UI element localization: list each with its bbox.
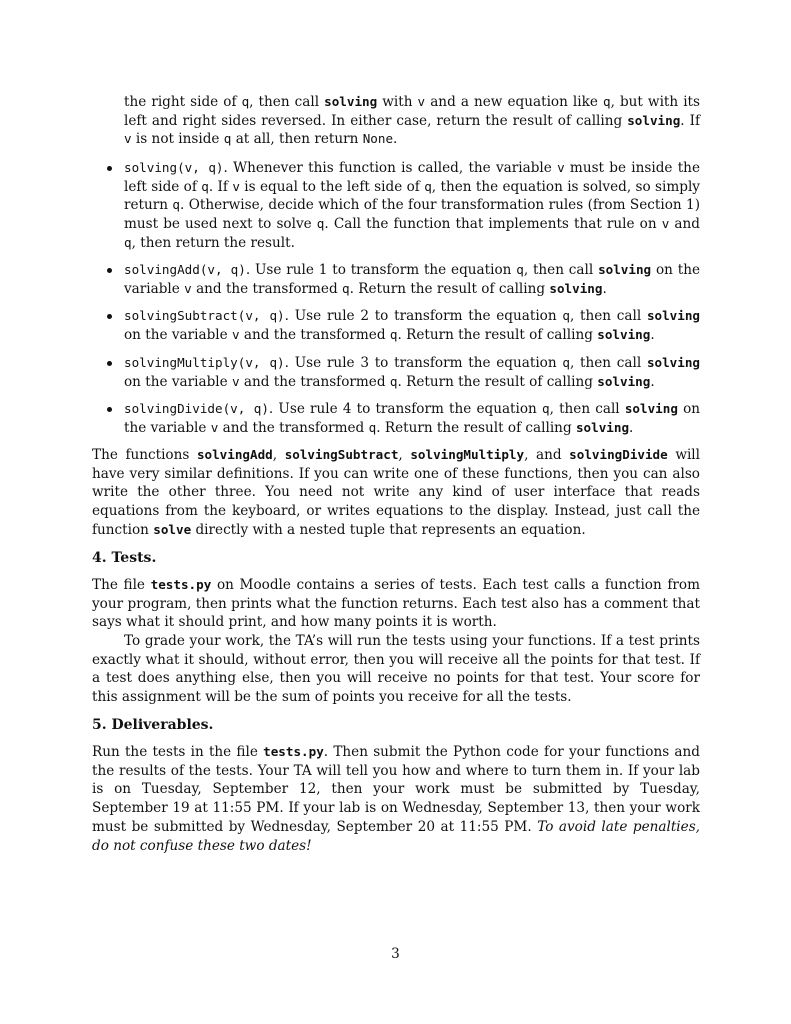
code-q: q: [124, 234, 132, 250]
code-solving: solving: [597, 373, 651, 389]
deliverables-paragraph: [92, 743, 700, 855]
text: The functions: [92, 447, 197, 463]
signature-solving-multiply: solvingMultiply(v, q): [124, 355, 285, 370]
bullet-dot: [107, 407, 112, 412]
text: . If: [680, 112, 701, 129]
code-solving: solving: [646, 355, 701, 370]
code-solving: solving: [549, 280, 603, 296]
code-v: v: [124, 131, 132, 147]
code-q: q: [602, 94, 611, 109]
code-q: q: [562, 355, 570, 370]
code-q: q: [368, 419, 377, 435]
code-q: q: [516, 262, 524, 277]
text: . Return the result of calling: [349, 280, 550, 297]
bullet-solving-subtract: [124, 307, 700, 344]
text: ,: [398, 447, 411, 463]
bullet-solving-add: [124, 261, 700, 298]
code-q: q: [389, 326, 398, 342]
code-solving: solving: [598, 262, 652, 277]
signature-solving-subtract: solvingSubtract(v, q): [124, 308, 285, 323]
code-solving-multiply: solvingMultiply: [410, 447, 525, 462]
text: , and: [524, 447, 570, 463]
tests-paragraph-2: To grade your work, the TA’s will run the tests using your functions. If a test prints exactly what it should, without error, then you will receive all the points for that test. If a test does anything else, then you will receive no points for that test. Your score for this assignment will be the sum of points you receive for all the tests.: [92, 633, 700, 706]
text: .: [602, 280, 607, 297]
text: , but with its left and right sides reversed. In either case, return the result of calling: [124, 94, 700, 129]
code-solve: solve: [153, 521, 192, 537]
bullet-solving-multiply: [124, 354, 700, 391]
text: the right side of: [124, 94, 242, 110]
heading-deliverables: 5. Deliverables.: [92, 717, 214, 733]
text: and a new equation like: [425, 94, 603, 110]
code-solving: solving: [624, 401, 678, 416]
text: . Use rule 2 to transform the equation: [284, 308, 563, 324]
text: . Whenever this function is called, the variable: [223, 160, 558, 176]
signature-solving-add: solvingAdd(v, q): [124, 262, 246, 277]
text: is not inside: [131, 131, 224, 148]
code-q: q: [241, 94, 250, 109]
page-number: 3: [391, 946, 400, 962]
text: . Return the result of calling: [397, 326, 598, 343]
text: on the variable: [124, 401, 701, 436]
text: , then the equation is solved, so simply return: [124, 178, 700, 214]
text: .: [629, 419, 634, 436]
code-solving-divide: solvingDivide: [569, 447, 668, 462]
code-q: q: [541, 401, 550, 416]
bullet-solving-divide: [124, 400, 700, 437]
code-q: q: [172, 197, 181, 213]
code-q: q: [424, 178, 432, 194]
text: , then call: [569, 355, 647, 371]
text: . Then submit the Python code for your functions and the results of the tests. Your TA will tell you how and where to turn them in. If your lab is on Tuesday, September 12, then your work must be submitted by Tuesday, September 19 at 11:55: [92, 744, 700, 817]
code-v: v: [210, 419, 219, 435]
code-v: v: [184, 280, 192, 296]
text: . Return the result of calling: [397, 373, 598, 390]
bullet-dot: [107, 268, 112, 273]
text: on the variable: [124, 373, 232, 390]
code-solving-subtract: solvingSubtract: [284, 447, 399, 462]
text: and the transformed: [239, 373, 390, 390]
text: .: [393, 131, 398, 148]
code-solving: solving: [627, 112, 681, 128]
text: and: [669, 216, 700, 233]
text: . Use rule 1 to transform the equation: [245, 262, 517, 278]
text: .: [527, 818, 538, 835]
summary-paragraph: [92, 446, 700, 540]
signature-solving-divide: solvingDivide(v, q): [124, 401, 269, 416]
code-v: v: [417, 94, 426, 109]
code-tests-py: tests.py: [263, 744, 324, 759]
text: . Return the result of calling: [376, 419, 576, 436]
text: . Otherwise, decide which of the four transformation rules (from Section 1) must be used next to solve: [124, 197, 700, 233]
text: , then call: [249, 94, 325, 110]
text: directly with a nested tuple that represents an equation.: [191, 521, 586, 538]
text: on the variable: [124, 262, 700, 297]
text: , then call: [523, 262, 599, 278]
code-solving: solving: [646, 308, 701, 323]
code-q: q: [316, 216, 325, 232]
text: at all, then return: [231, 131, 363, 148]
text: must be inside the left side of: [124, 160, 700, 195]
text: , then return the result.: [131, 234, 295, 251]
code-solving: solving: [575, 419, 630, 435]
code-solving-add: solvingAdd: [196, 447, 273, 462]
text: is equal to the left side of: [239, 178, 425, 195]
code-v: v: [661, 216, 670, 232]
text: . If your lab is on Wednesday, September 13, then your work must be submitted by Wednesday, September 20 at 11:55: [92, 800, 700, 835]
code-solving: solving: [597, 326, 651, 342]
text: ,: [272, 447, 285, 463]
code-q: q: [389, 373, 398, 389]
text: . Use rule 4 to transform the equation: [268, 401, 542, 417]
code-v: v: [557, 160, 565, 175]
code-v: v: [232, 178, 240, 194]
code-q: q: [223, 131, 232, 147]
code-q: q: [562, 308, 570, 323]
code-solving: solving: [324, 94, 378, 109]
text: on Moodle contains a series of tests. Each test calls a function from your program, then prints what the function returns. Each test also has a comment that says what it should print, and how many points it is worth.: [92, 577, 700, 631]
text: and the transformed: [239, 326, 390, 343]
text: and the transformed: [218, 419, 369, 436]
text: . If: [208, 178, 233, 195]
continuation-paragraph: [124, 93, 700, 149]
bullet-dot: [107, 314, 112, 319]
text: . Use rule 3 to transform the equation: [284, 355, 563, 371]
code-q: q: [342, 280, 350, 296]
bullet-dot: [107, 361, 112, 366]
text: , then call: [549, 401, 625, 417]
signature-solving: solving(v, q): [124, 160, 224, 175]
code-v: v: [232, 373, 240, 389]
bullet-dot: [107, 166, 112, 171]
code-none: None: [362, 131, 394, 147]
text: .: [650, 373, 655, 390]
text: .: [650, 326, 655, 343]
late-penalty-warning: To avoid late penalties, do not confuse these two dates!: [92, 818, 700, 854]
text: with: [377, 94, 418, 110]
text: The file: [92, 577, 151, 593]
text: will have very similar definitions. If you can write one of these functions, then you can also write the other three. You need not write any kind of user interface that reads equations from the keyboard, or writes equations to the display. Instead, just call the function: [92, 447, 701, 538]
time-suffix: PM: [256, 800, 280, 817]
text: , then call: [569, 308, 647, 324]
bullet-solving: [124, 159, 700, 253]
text: and the transformed: [191, 280, 343, 297]
heading-tests: 4. Tests.: [92, 550, 157, 566]
code-tests-py: tests.py: [150, 577, 212, 592]
tests-paragraph-1: [92, 576, 700, 632]
time-suffix: PM: [504, 818, 528, 835]
text: Run the tests in the file: [92, 744, 264, 760]
text: on the variable: [124, 326, 232, 343]
code-v: v: [232, 326, 240, 342]
code-q: q: [201, 178, 209, 194]
text: . Call the function that implements that rule on: [324, 216, 662, 233]
